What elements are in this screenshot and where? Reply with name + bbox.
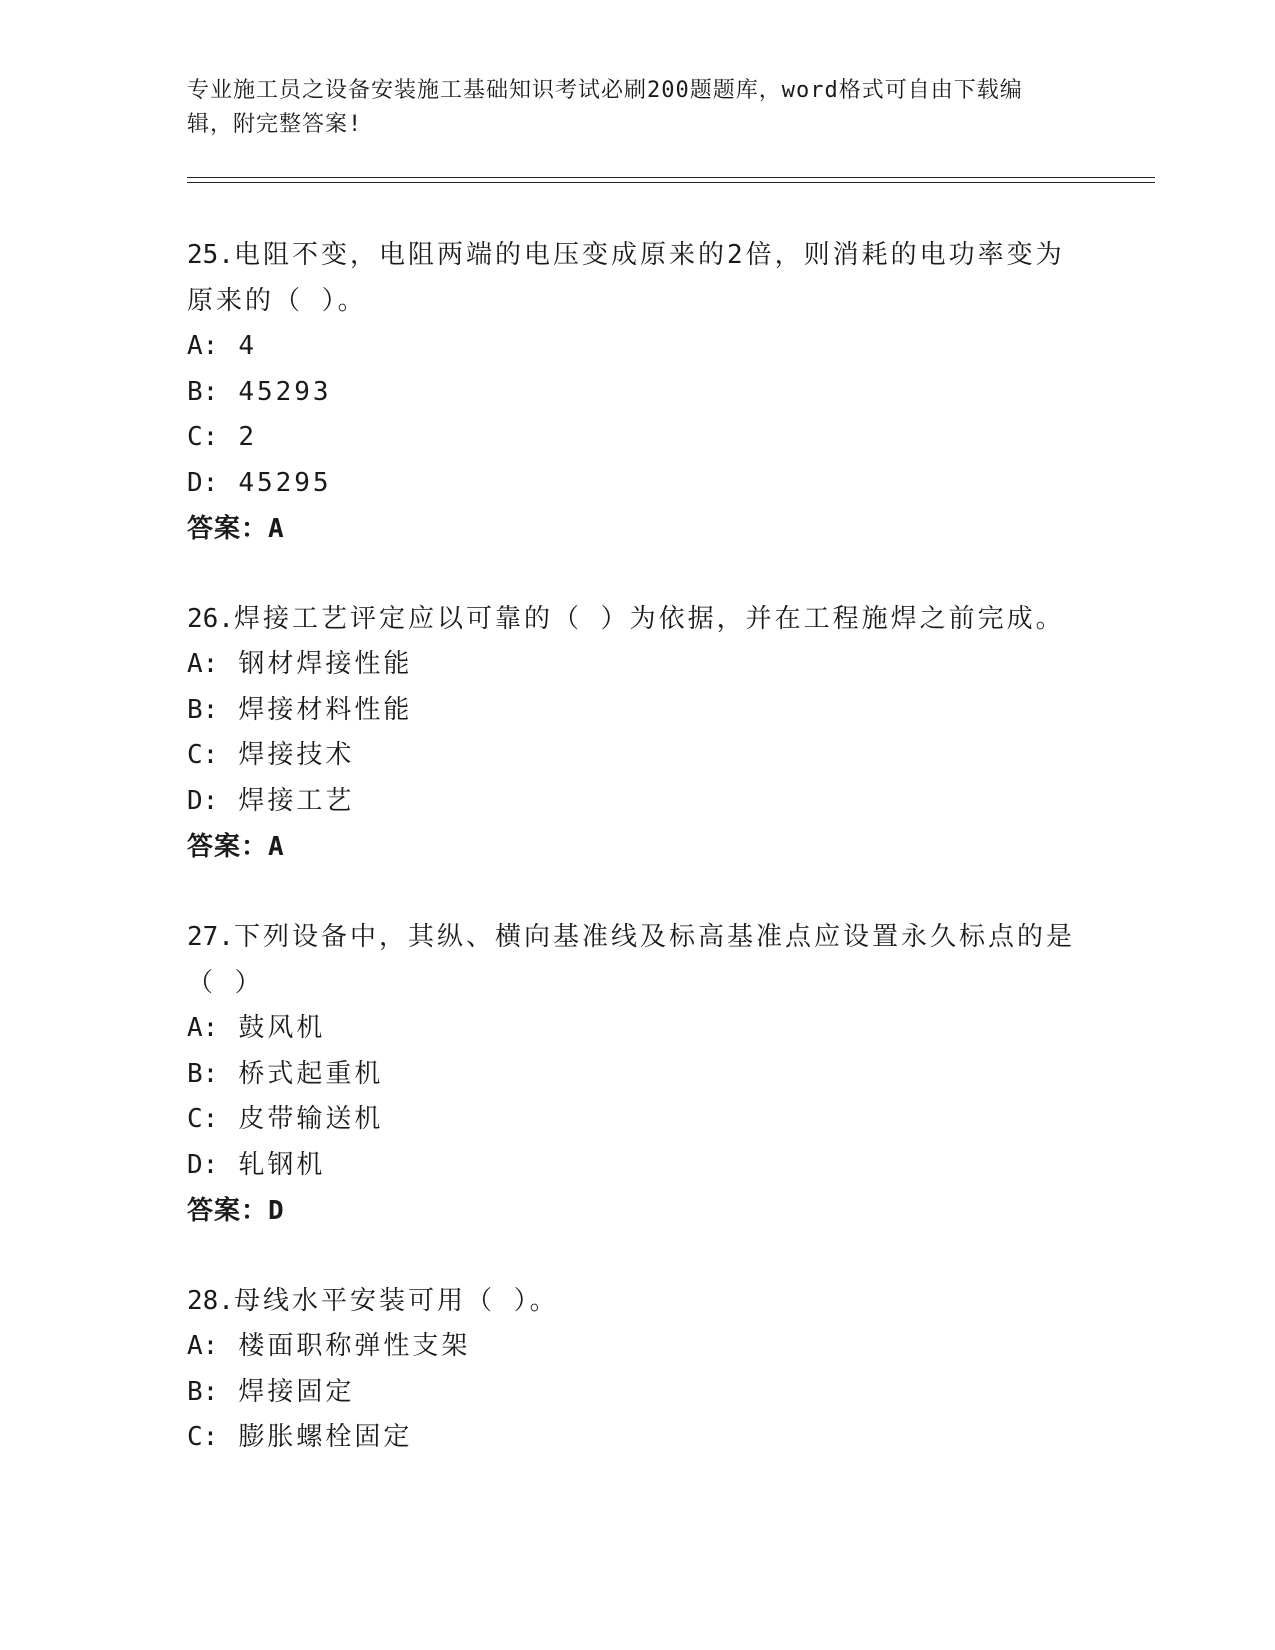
option-letter: C: <box>187 422 219 452</box>
option-letter: D: <box>187 467 219 498</box>
option-a <box>187 1006 1087 1052</box>
header-divider-bottom <box>187 182 1155 183</box>
option-b <box>187 1370 1087 1416</box>
option-a <box>187 324 1087 370</box>
question-28 <box>187 1278 1087 1461</box>
option-text: 轧钢机 <box>238 1149 326 1180</box>
question-text: 下列设备中，其纵、横向基准线及标高基准点应设置永久标点的是（ ） <box>187 922 1075 998</box>
document-header <box>187 74 1067 142</box>
option-text: 45295 <box>238 467 332 498</box>
option-letter: C: <box>187 1422 219 1452</box>
option-letter: B: <box>187 1376 219 1407</box>
option-text: 皮带输送机 <box>238 1104 384 1134</box>
question-number: 25. <box>187 240 234 270</box>
option-letter: A: <box>187 331 219 361</box>
option-a <box>187 642 1087 688</box>
option-b <box>187 1052 1087 1098</box>
option-text: 膨胀螺栓固定 <box>238 1422 413 1452</box>
option-letter: C: <box>187 1104 219 1134</box>
option-text: 钢材焊接性能 <box>238 649 413 679</box>
option-d <box>187 461 1087 507</box>
option-letter: D: <box>187 785 219 816</box>
question-list <box>187 232 1087 1505</box>
option-text: 45293 <box>238 376 332 407</box>
option-a <box>187 1324 1087 1370</box>
question-25 <box>187 232 1087 552</box>
option-text: 桥式起重机 <box>238 1058 384 1089</box>
option-b <box>187 688 1087 734</box>
option-d <box>187 1143 1087 1189</box>
option-text: 焊接固定 <box>238 1376 355 1407</box>
option-text: 楼面职称弹性支架 <box>238 1331 471 1361</box>
question-text: 电阻不变，电阻两端的电压变成原来的2倍，则消耗的电功率变为原来的（ ）。 <box>187 240 1065 316</box>
question-27 <box>187 914 1087 1234</box>
option-letter: A: <box>187 1013 219 1043</box>
question-26 <box>187 596 1087 870</box>
option-text: 焊接材料性能 <box>238 694 413 725</box>
answer-label: 答案： <box>187 514 269 544</box>
option-text: 焊接工艺 <box>238 785 355 816</box>
option-text: 鼓风机 <box>238 1013 326 1043</box>
question-number: 27. <box>187 922 234 952</box>
document-title: 专业施工员之设备安装施工基础知识考试必刷200题题库，word格式可自由下载编辑，附完整答案! <box>187 78 1023 137</box>
option-letter: B: <box>187 1058 219 1089</box>
option-letter: A: <box>187 649 219 679</box>
option-letter: A: <box>187 1331 219 1361</box>
option-letter: B: <box>187 694 219 725</box>
option-c <box>187 415 1087 461</box>
option-d <box>187 779 1087 825</box>
question-text: 母线水平安装可用（ ）。 <box>233 1286 559 1316</box>
option-text: 4 <box>238 331 257 361</box>
answer-value: A <box>268 514 285 544</box>
answer-label: 答案： <box>187 832 269 862</box>
question-stem <box>187 1278 1087 1324</box>
answer-value: D <box>268 1196 285 1226</box>
option-letter: D: <box>187 1149 219 1180</box>
question-number: 26. <box>187 604 234 634</box>
answer-value: A <box>268 832 285 862</box>
option-b <box>187 370 1087 416</box>
answer-line <box>187 1188 1087 1234</box>
option-c <box>187 1097 1087 1143</box>
option-c <box>187 1415 1087 1461</box>
question-number: 28. <box>187 1286 234 1316</box>
question-stem <box>187 914 1087 1006</box>
option-letter: C: <box>187 740 219 770</box>
question-stem <box>187 232 1087 324</box>
header-divider-top <box>187 177 1155 178</box>
answer-label: 答案： <box>187 1196 269 1226</box>
option-text: 2 <box>238 422 257 452</box>
question-text: 焊接工艺评定应以可靠的（ ）为依据，并在工程施焊之前完成。 <box>233 604 1065 634</box>
option-letter: B: <box>187 376 219 407</box>
option-c <box>187 733 1087 779</box>
option-text: 焊接技术 <box>238 740 355 770</box>
question-stem <box>187 596 1087 642</box>
answer-line <box>187 506 1087 552</box>
answer-line <box>187 824 1087 870</box>
